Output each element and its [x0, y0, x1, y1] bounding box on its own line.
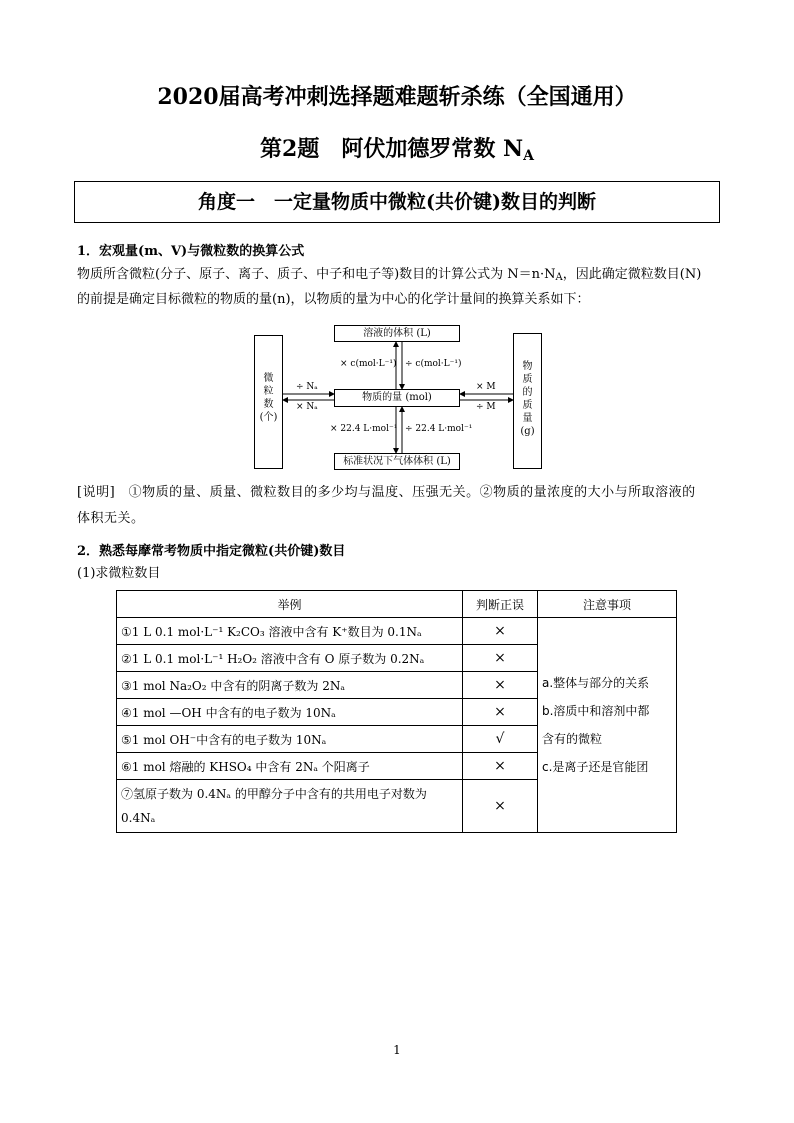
label-divide-m: ÷ M — [476, 402, 496, 412]
judgement-cell: × — [463, 618, 538, 645]
explanation-note — [77, 480, 717, 532]
label-times-m: × M — [476, 382, 496, 392]
solution-volume-box: 溶液的体积 (L) — [334, 325, 460, 342]
judgement-cell: × — [463, 672, 538, 699]
section2-subheading: (1)求微粒数目 — [77, 566, 161, 581]
table-row — [117, 618, 677, 645]
example-cell: ④1 mol —OH 中含有的电子数为 10Nₐ — [117, 699, 463, 726]
header-judgement: 判断正误 — [463, 591, 538, 618]
particle-count-box: 微 粒 数 (个) — [254, 335, 283, 469]
page-number: 1 — [393, 1043, 401, 1057]
note-b: b.溶质中和溶剂中都 — [542, 704, 650, 718]
para-a: 物质所含微粒(分子、原子、离子、质子、中子和电子等)数目的计算公式为 N＝n·N — [77, 267, 556, 282]
label-divide-na: ÷ Nₐ — [296, 382, 318, 392]
example-cell: ③1 mol Na₂O₂ 中含有的阴离子数为 2Nₐ — [117, 672, 463, 699]
document-subtitle — [0, 132, 794, 164]
para-c: 的前提是确定目标微粒的物质的量(n)，以物质的量为中心的化学计量间的换算关系如下： — [77, 292, 590, 307]
mass-box: 物 质 的 质 量 (g) — [513, 333, 542, 469]
example-cell: ⑦氢原子数为 0.4Nₐ 的甲醇分子中含有的共用电子对数为 0.4Nₐ — [117, 780, 463, 833]
document-title: 2020届高考冲刺选择题难题斩杀练（全国通用） — [157, 84, 637, 110]
amount-of-substance-box: 物质的量 (mol) — [334, 389, 460, 407]
example-cell: ②1 L 0.1 mol·L⁻¹ H₂O₂ 溶液中含有 O 原子数为 0.2Nₐ — [117, 645, 463, 672]
note-b-cont: 含有的微粒 — [542, 732, 603, 746]
gas-volume-box: 标准状况下气体体积 (L) — [334, 453, 460, 470]
example-cell: ⑥1 mol 熔融的 KHSO₄ 中含有 2Nₐ 个阳离子 — [117, 753, 463, 780]
note-line-1: [说明] ①物质的量、质量、微粒数目的多少均与温度、压强无关。②物质的量浓度的大小与所取溶液的 — [77, 485, 696, 500]
judgement-cell: × — [463, 645, 538, 672]
conversion-diagram — [254, 325, 542, 470]
subtitle-main: 第2题 阿伏加德罗常数 N — [260, 136, 524, 162]
judgement-cell: × — [463, 753, 538, 780]
header-example: 举例 — [117, 591, 463, 618]
angle-title-box: 角度一 一定量物质中微粒(共价键)数目的判断 — [74, 181, 720, 223]
table-header-row — [117, 591, 677, 618]
para-b: ，因此确定微粒数目(N) — [562, 267, 702, 282]
label-times-22-4: × 22.4 L·mol⁻¹ — [330, 424, 398, 434]
header-notes: 注意事项 — [538, 591, 677, 618]
label-divide-c: ÷ c(mol·L⁻¹) — [405, 359, 462, 369]
notes-cell — [538, 618, 677, 833]
para-a-sub: A — [555, 272, 563, 283]
section2-heading: 2．熟悉每摩常考物质中指定微粒(共价键)数目 — [77, 544, 346, 559]
examples-table — [116, 590, 677, 833]
judgement-cell: × — [463, 699, 538, 726]
example-cell: ①1 L 0.1 mol·L⁻¹ K₂CO₃ 溶液中含有 K⁺数目为 0.1Nₐ — [117, 618, 463, 645]
label-times-c: × c(mol·L⁻¹) — [340, 359, 397, 369]
note-line-2: 体积无关。 — [77, 511, 145, 526]
section1-paragraph — [77, 264, 717, 311]
label-divide-22-4: ÷ 22.4 L·mol⁻¹ — [405, 424, 473, 434]
example-cell: ⑤1 mol OH⁻中含有的电子数为 10Nₐ — [117, 726, 463, 753]
label-times-na: × Nₐ — [296, 402, 318, 412]
note-a: a.整体与部分的关系 — [542, 676, 650, 690]
judgement-cell: × — [463, 780, 538, 833]
judgement-cell: √ — [463, 726, 538, 753]
note-c: c.是离子还是官能团 — [542, 760, 649, 774]
section1-heading: 1．宏观量(m、V)与微粒数的换算公式 — [77, 244, 305, 259]
subtitle-sub: A — [523, 148, 534, 164]
